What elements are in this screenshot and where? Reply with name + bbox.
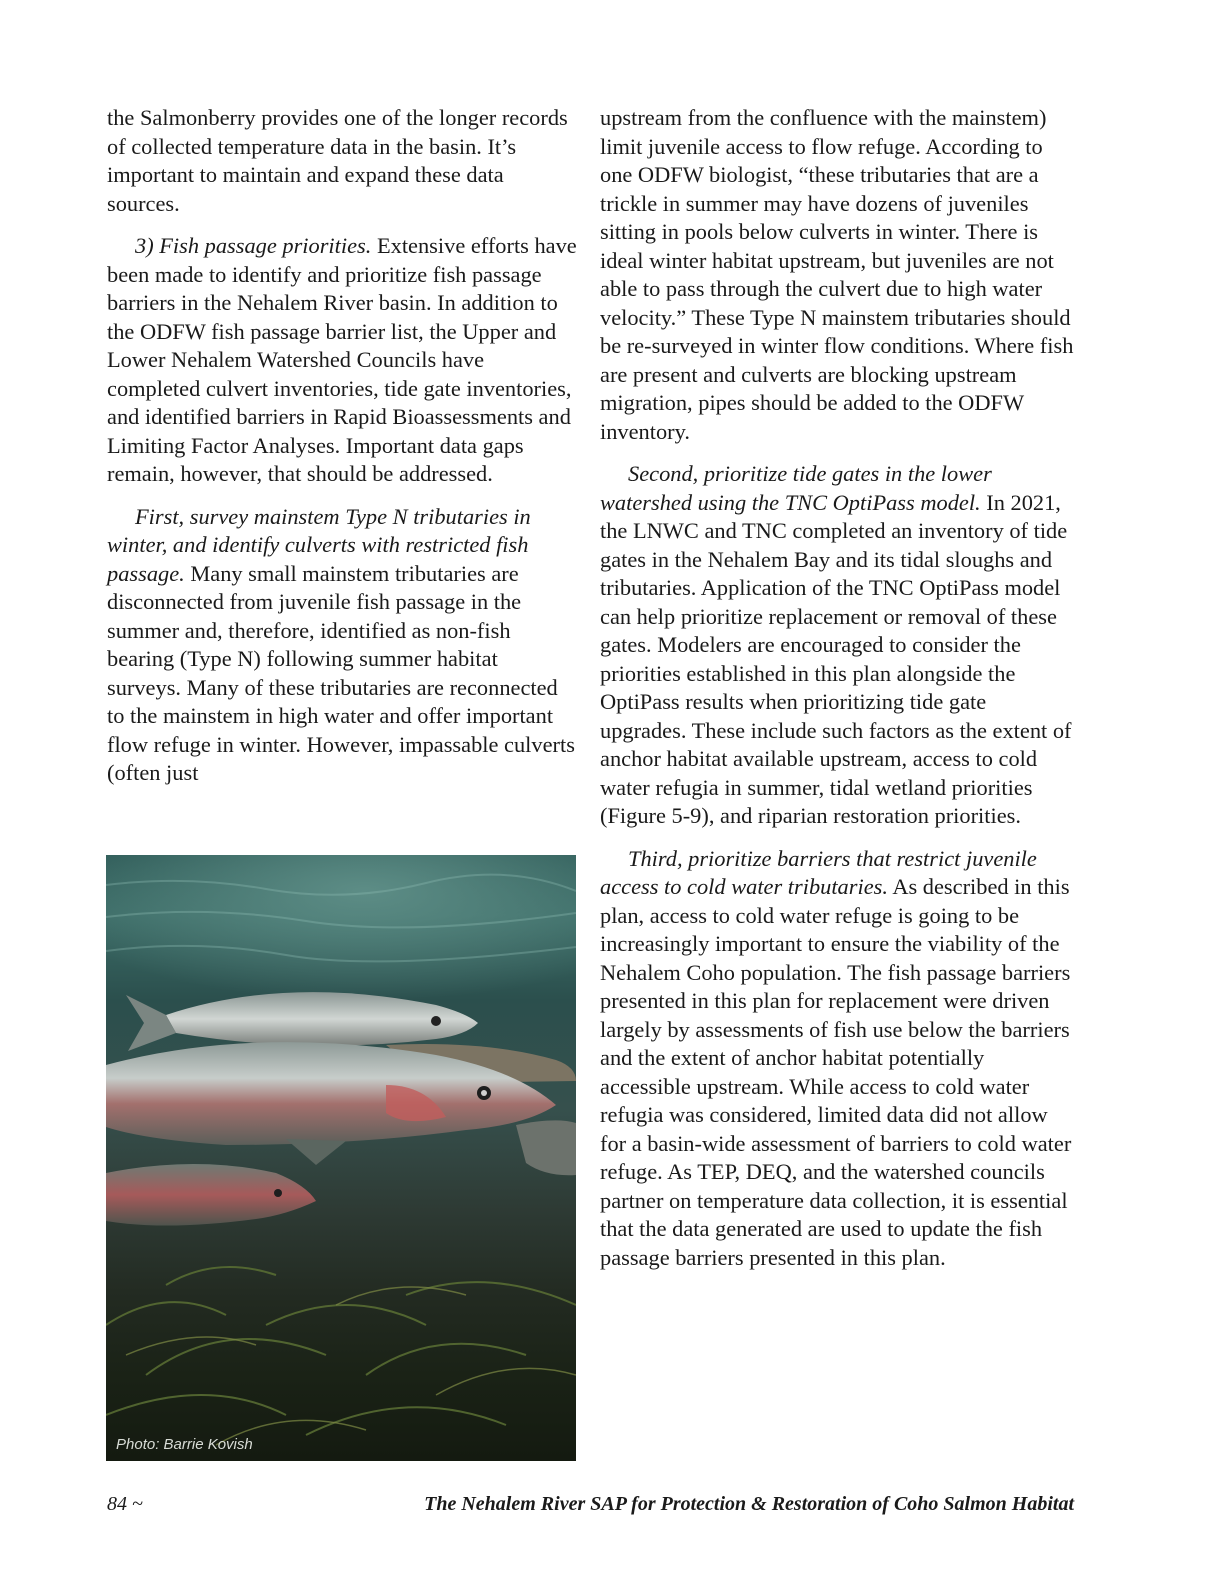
right-salmon: [516, 1120, 576, 1175]
fish-passage-heading: 3) Fish passage priorities.: [135, 233, 372, 258]
lower-salmon: [106, 1164, 316, 1226]
paragraph-salmonberry: the Salmonberry provides one of the longer records of collected temperature data in the basin. It’s important to maintain and expand these data sources.: [107, 105, 568, 216]
paragraph-second-priority: [600, 460, 1074, 831]
first-priority-body: Many small mainstem tributaries are disconnected from juvenile fish passage in the summer and, therefore, identified as non-fish bearing (Type N) following summer habitat surveys. Many of these tributaries are reconnected to the mainstem in high water and offer important flow refuge in winter. However, impassable culverts (often just: [107, 560, 575, 785]
paragraph-fish-passage: [107, 232, 577, 489]
paragraph-culverts: upstream from the confluence with the mainstem) limit juvenile access to flow refuge. According to one ODFW biologist, “these tributaries that are a trickle in summer may have dozens of juveniles sitting in pools below culverts in winter. There is ideal winter habitat upstream, but juveniles are not able to pass through the culvert due to high water velocity.” These Type N mainstem tributaries should be re-surveyed in winter flow conditions. Where fish are present and culverts are blocking upstream migration, pipes should be added to the ODFW inventory.: [600, 105, 1074, 444]
third-priority-heading: Third, prioritize barriers that restrict juvenile access to cold water tributaries.: [600, 845, 1037, 899]
page-number: 84 ~: [107, 1493, 143, 1515]
paragraph-third-priority: [600, 845, 1074, 1273]
paragraph-first-priority: [107, 503, 577, 788]
third-priority-body: As described in this plan, access to cold water refuge is going to be increasingly important to ensure the viability of the Nehalem Coho population. The fish passage barriers presented in this plan for replacement were driven largely by assessments of fish use below the barriers and the extent of anchor habitat potentially accessible upstream. While access to cold water refugia was considered, limited data did not allow for a basin-wide assessment of barriers to cold water refuge. As TEP, DEQ, and the watershed councils partner on temperature data collection, it is essential that the data generated are used to update the fish passage barriers presented in this plan.: [600, 874, 1072, 1270]
fish-passage-body: Extensive efforts have been made to identify and prioritize fish passage barriers in the Nehalem River basin. In addition to the ODFW fish passage barrier list, the Upper and Lower Nehalem Watershed Councils have completed culvert inventories, tide gate inventories, and identified barriers in Rapid Bioassessments and Limiting Factor Analyses. Important data gaps remain, however, that should be addressed.: [107, 233, 577, 486]
first-priority-heading: First, survey mainstem Type N tributaries in winter, and identify culverts with restricted fish passage.: [107, 503, 531, 586]
salmon-illustration: [106, 855, 576, 1461]
second-priority-heading: Second, prioritize tide gates in the lower watershed using the TNC OptiPass model.: [600, 461, 992, 515]
second-priority-body: In 2021, the LNWC and TNC completed an inventory of tide gates in the Nehalem Bay and its tidal sloughs and tributaries. Application of the TNC OptiPass model can help prioritize replacement or removal of these gates. Modelers are encouraged to consider the priorities established in this plan alongside the OptiPass results when prioritizing tide gate upgrades. These include such factors as the extent of anchor habitat available upstream, access to cold water refugia in summer, tidal wetland priorities (Figure 5-9), and riparian restoration priorities.: [600, 489, 1072, 828]
upper-salmon: [166, 992, 478, 1046]
left-column: [107, 104, 577, 788]
photo-credit: Photo: Barrie Kovish: [116, 1436, 253, 1453]
running-title: The Nehalem River SAP for Protection & Restoration of Coho Salmon Habitat: [424, 1493, 1074, 1515]
right-column: [600, 104, 1074, 1272]
coho-salmon-photo: [106, 855, 576, 1461]
